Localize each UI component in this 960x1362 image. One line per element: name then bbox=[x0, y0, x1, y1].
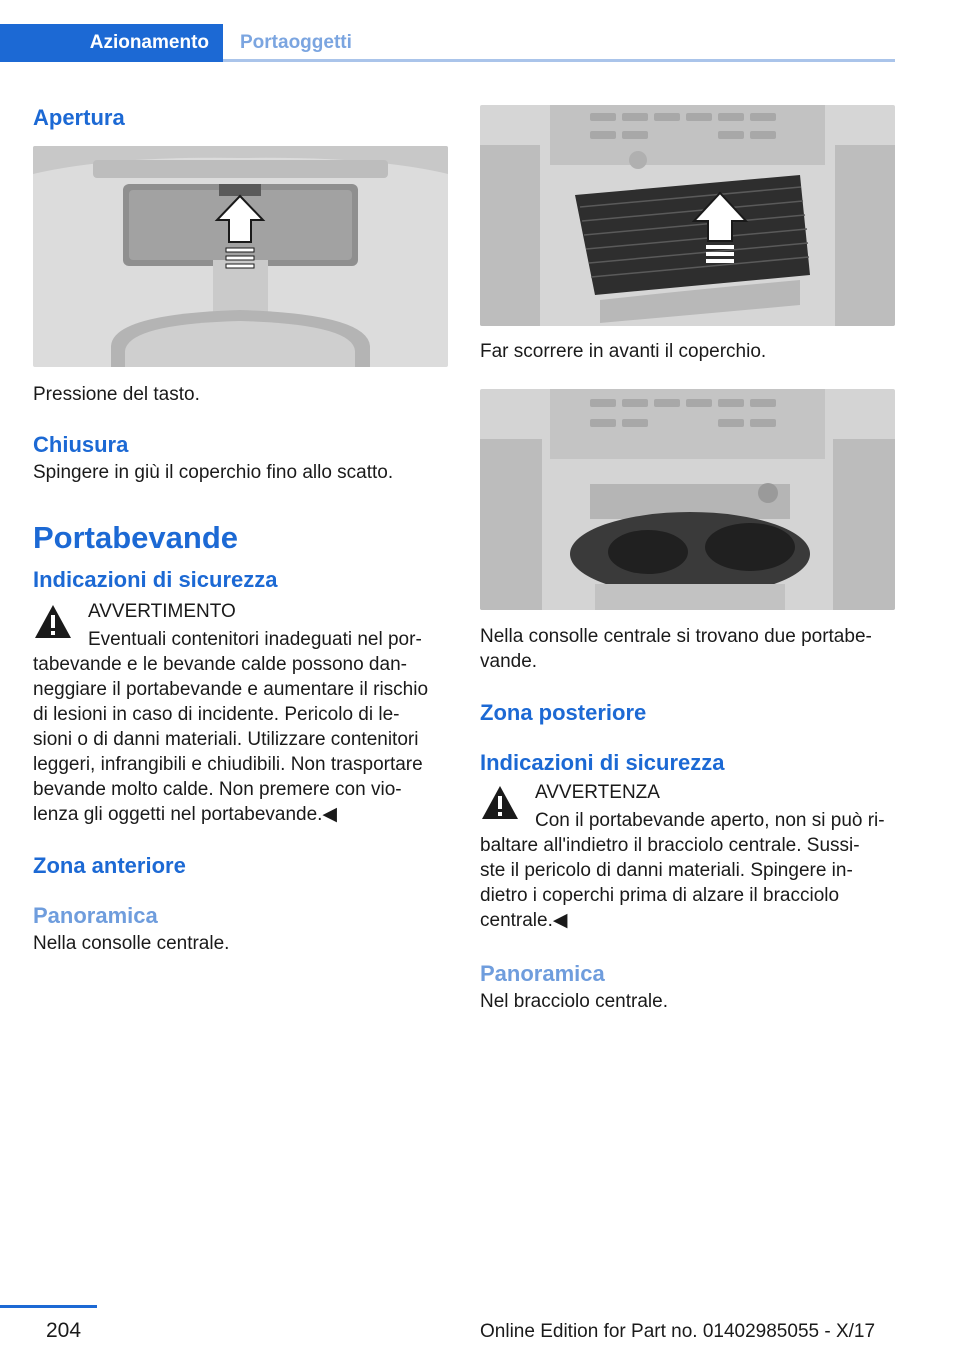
apertura-caption: Pressione del tasto. bbox=[33, 384, 200, 405]
caution-line: dietro i coperchi prima di alzare il bracciolo bbox=[480, 885, 840, 906]
caution-line: centrale.◀ bbox=[480, 910, 568, 931]
footer-rule bbox=[0, 1305, 97, 1308]
warning-line: di lesioni in caso di incidente. Pericolo di le- bbox=[33, 704, 400, 725]
console-lid-illustration bbox=[480, 105, 895, 326]
overview-text: Nella consolle centrale. bbox=[33, 933, 230, 954]
caution-line: baltare all'indietro il bracciolo centrale. Sussi- bbox=[480, 835, 860, 856]
warning-label: AVVERTIMENTO bbox=[88, 601, 236, 622]
apertura-heading: Apertura bbox=[33, 105, 125, 130]
edition-note: Online Edition for Part no. 01402985055 - X/17 bbox=[480, 1321, 876, 1342]
left-column bbox=[33, 100, 448, 956]
cupholder-text-line: Nella consolle centrale si trovano due portabe- bbox=[480, 626, 872, 647]
overview-heading: Panoramica bbox=[33, 903, 158, 928]
warning-line: sioni o di danni materiali. Utilizzare contenitori bbox=[33, 729, 419, 750]
overhead-storage-figure bbox=[33, 146, 448, 367]
warning-line: bevande molto calde. Non premere con vio- bbox=[33, 779, 402, 800]
warning-line: tabevande e le bevande calde possono dan- bbox=[33, 654, 407, 675]
cupholder-figure bbox=[480, 389, 895, 610]
header-rule bbox=[223, 59, 895, 62]
caution-label: AVVERTENZA bbox=[535, 782, 660, 803]
warning-line: leggeri, infrangibili e chiudibili. Non trasportare bbox=[33, 754, 423, 775]
safety-heading: Indicazioni di sicurezza bbox=[33, 567, 278, 592]
warning-triangle-icon bbox=[33, 603, 73, 641]
front-zone-heading: Zona anteriore bbox=[33, 853, 186, 878]
warning-triangle-icon bbox=[480, 784, 520, 822]
chiusura-heading: Chiusura bbox=[33, 432, 129, 457]
overhead-storage-illustration bbox=[33, 146, 448, 367]
caution-line: ste il pericolo di danni materiali. Spingere in- bbox=[480, 860, 853, 881]
warning-line: Eventuali contenitori inadeguati nel por- bbox=[88, 629, 422, 650]
slide-caption: Far scorrere in avanti il coperchio. bbox=[480, 341, 767, 362]
cupholder-text-line: vande. bbox=[480, 651, 538, 672]
warning-block bbox=[33, 599, 448, 827]
right-column bbox=[480, 100, 895, 1014]
rear-safety-heading: Indicazioni di sicurezza bbox=[480, 750, 725, 775]
caution-line: Con il portabevande aperto, non si può ri- bbox=[535, 810, 885, 831]
console-lid-figure bbox=[480, 105, 895, 326]
warning-line: neggiare il portabevande e aumentare il rischio bbox=[33, 679, 429, 700]
page-header bbox=[0, 24, 895, 62]
portabevande-heading: Portabevande bbox=[33, 520, 239, 555]
rear-overview-heading: Panoramica bbox=[480, 961, 605, 986]
caution-block bbox=[480, 780, 895, 933]
rear-overview-text: Nel bracciolo centrale. bbox=[480, 991, 668, 1012]
chapter-tab-active: Azionamento bbox=[0, 24, 223, 62]
warning-line: lenza gli oggetti nel portabevande.◀ bbox=[33, 804, 338, 825]
section-tab: Portaoggetti bbox=[240, 32, 352, 53]
chiusura-text: Spingere in giù il coperchio fino allo scatto. bbox=[33, 462, 394, 483]
rear-zone-heading: Zona posteriore bbox=[480, 700, 647, 725]
cupholder-illustration bbox=[480, 389, 895, 610]
page-number: 204 bbox=[46, 1319, 82, 1342]
